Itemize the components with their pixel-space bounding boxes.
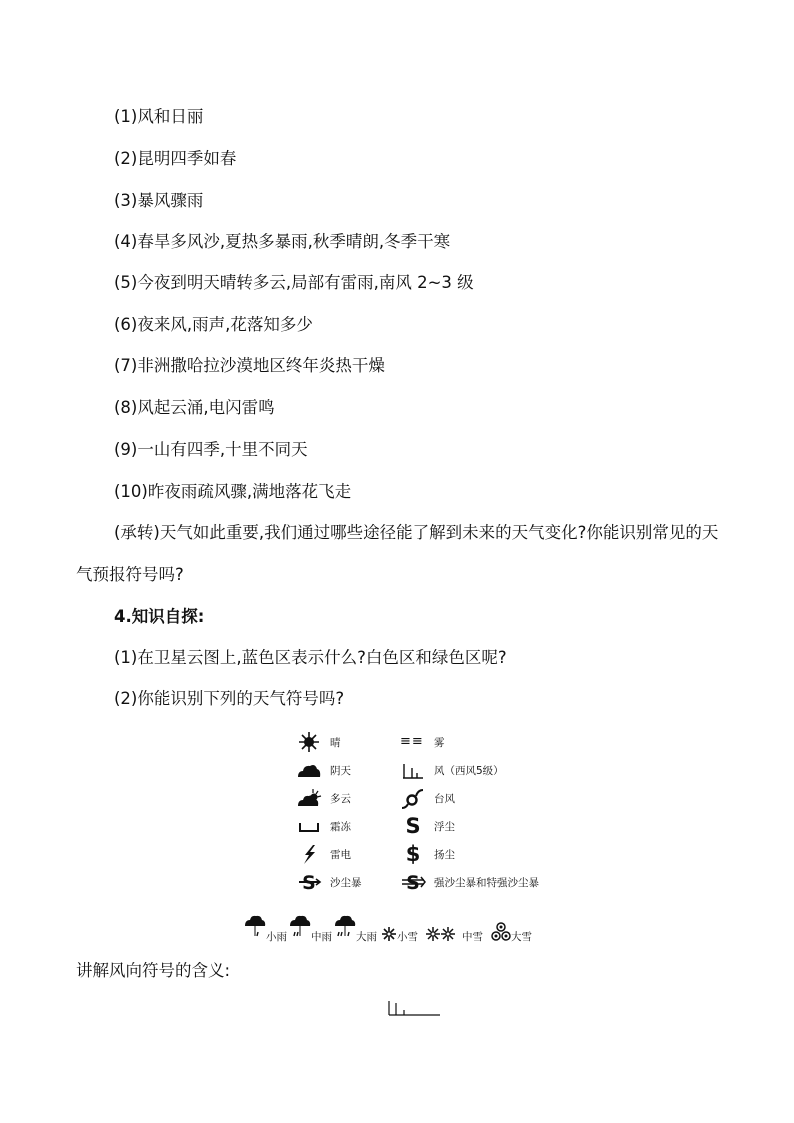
legend-label: 雾: [434, 736, 445, 749]
legend-row: [289, 914, 332, 946]
overcast-cloud-icon: [296, 759, 322, 781]
floating-dust-icon: S: [405, 814, 421, 838]
list-item: (4)春旱多风沙,夏热多暴雨,秋季晴朗,冬季干寒: [114, 232, 451, 251]
transition-text: (承转)天气如此重要,我们通过哪些途径能了解到未来的天气变化?你能识别常见的天气预报符号吗?: [76, 523, 719, 584]
heavy-rain-icon: [334, 914, 356, 946]
legend-label: 风（西风5级）: [434, 764, 504, 777]
legend-row: [296, 786, 351, 810]
wind-explain-text: 讲解风向符号的含义:: [76, 961, 231, 980]
legend-label: 中雨: [311, 931, 332, 943]
legend-label: 浮尘: [434, 820, 455, 833]
moderate-rain-icon: [289, 914, 311, 946]
legend-label: 霜冻: [330, 820, 351, 833]
wind-symbol-icon: [386, 998, 442, 1022]
question: (2)你能识别下列的天气符号吗?: [114, 689, 345, 708]
legend-row: [400, 870, 539, 894]
legend-label: 强沙尘暴和特强沙尘暴: [434, 876, 539, 889]
severe-sandstorm-icon: [400, 871, 426, 893]
list-item: (1)风和日丽: [114, 107, 204, 126]
typhoon-icon: [400, 787, 426, 809]
list-item: (8)风起云涌,电闪雷鸣: [114, 398, 275, 417]
frost-icon: [296, 815, 322, 837]
legend-label: 沙尘暴: [330, 876, 362, 889]
svg-text:S: S: [302, 872, 316, 893]
wind-icon: [400, 759, 426, 781]
list-item: (2)昆明四季如春: [114, 149, 237, 168]
legend-label: 台风: [434, 792, 455, 805]
legend-row: [400, 814, 455, 838]
moderate-snow-icon: [426, 926, 456, 946]
thunder-lightning-icon: [296, 843, 322, 865]
legend-label: 大雨: [356, 931, 377, 943]
sandstorm-icon: [296, 871, 322, 893]
light-snow-icon: [381, 926, 397, 946]
svg-text:S: S: [406, 872, 420, 893]
legend-row: [334, 914, 377, 946]
legend-row: [400, 786, 455, 810]
legend-label: 雷电: [330, 848, 351, 861]
legend-row: [296, 758, 351, 782]
legend-label: 中雪: [462, 931, 483, 943]
legend-row: [296, 842, 351, 866]
blowing-dust-icon: $: [405, 842, 421, 866]
legend-row: [296, 870, 362, 894]
question: (1)在卫星云图上,蓝色区表示什么?白色区和绿色区呢?: [114, 648, 507, 667]
section-heading: 4.知识自探:: [114, 607, 205, 626]
legend-label: 小雪: [397, 931, 418, 943]
legend-row: [400, 758, 504, 782]
list-item: (9)一山有四季,十里不同天: [114, 440, 308, 459]
fog-icon: ≡≡: [400, 734, 424, 749]
heavy-snow-icon: [491, 922, 511, 946]
legend-label: 多云: [330, 792, 351, 805]
legend-row: [400, 842, 455, 866]
legend-label: 大雪: [511, 931, 532, 943]
legend-row: [296, 730, 341, 754]
transition-paragraph: [76, 512, 726, 596]
list-item: (6)夜来风,雨声,花落知多少: [114, 315, 313, 334]
legend-row: [491, 922, 532, 946]
sun-icon: [296, 731, 322, 753]
legend-row: [381, 926, 418, 946]
light-rain-icon: [244, 914, 266, 946]
weather-symbol-legend: [296, 730, 556, 898]
legend-row: [400, 730, 445, 754]
legend-label: 晴: [330, 736, 341, 749]
legend-row: [244, 914, 287, 946]
list-item: (10)昨夜雨疏风骤,满地落花飞走: [114, 482, 352, 501]
legend-row: [296, 814, 351, 838]
legend-label: 小雨: [266, 931, 287, 943]
partly-cloudy-icon: [296, 787, 322, 809]
list-item: (3)暴风骤雨: [114, 191, 204, 210]
list-item: (7)非洲撒哈拉沙漠地区终年炎热干燥: [114, 356, 385, 375]
precipitation-legend: [244, 916, 534, 946]
list-item: (5)今夜到明天晴转多云,局部有雷雨,南风 2~3 级: [114, 273, 474, 292]
legend-label: 阴天: [330, 764, 351, 777]
legend-label: 扬尘: [434, 848, 455, 861]
legend-row: [426, 926, 483, 946]
